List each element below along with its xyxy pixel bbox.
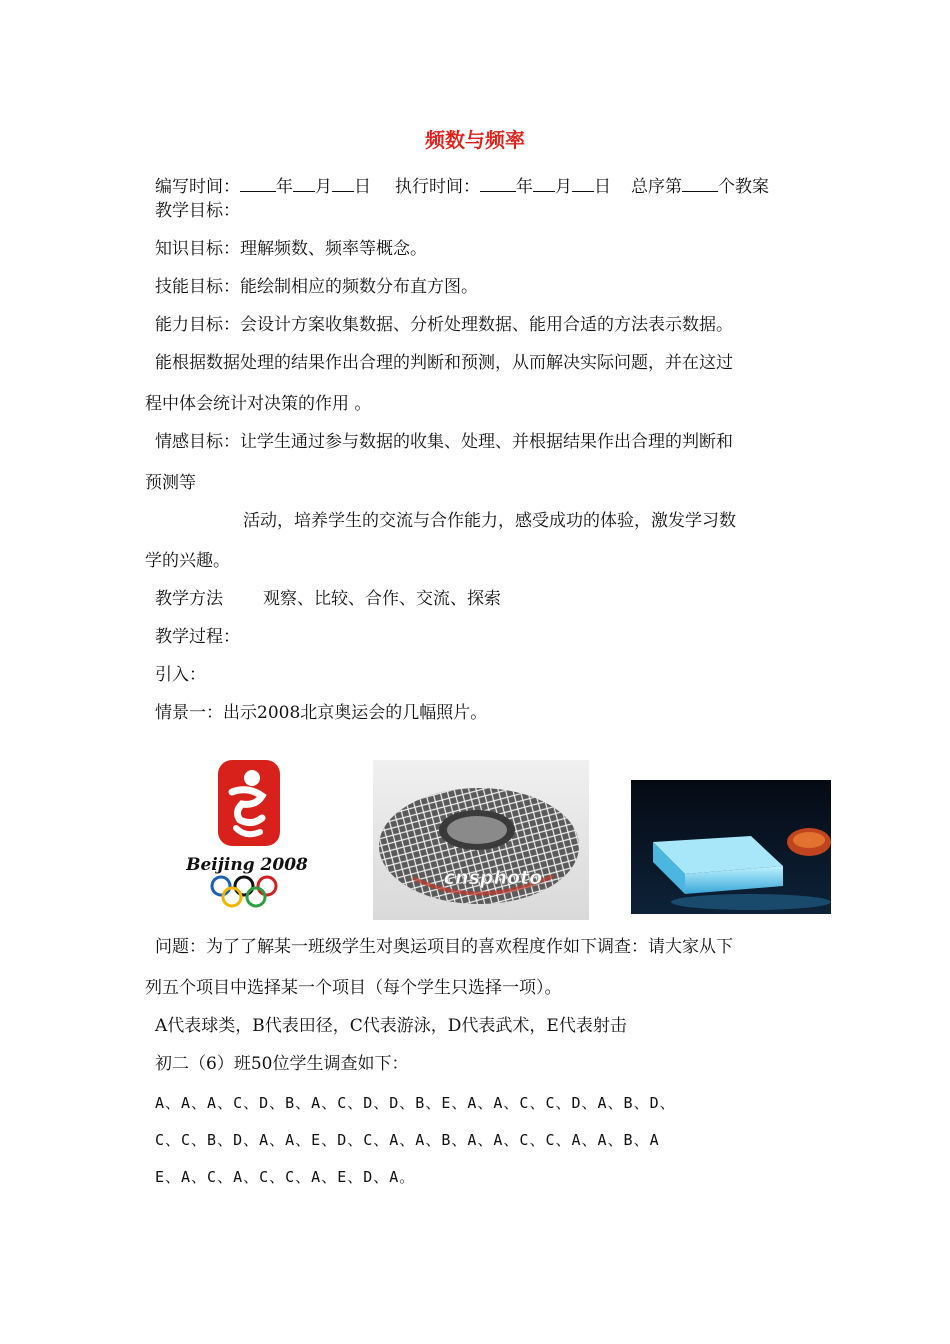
exec-month-label: 月: [555, 177, 572, 197]
watermark-text: cnsphoto: [443, 867, 543, 889]
knowledge-goal: 知识目标：理解频数、频率等概念。: [155, 239, 427, 259]
question-line2: 列五个项目中选择某一个项目（每个学生只选择一项）。: [145, 978, 562, 998]
header-line: [155, 176, 769, 198]
method-line: [155, 588, 501, 610]
order-prefix: 总序第: [631, 177, 682, 197]
goals-heading: 教学目标：: [155, 201, 240, 221]
blank-exec-day: [572, 177, 594, 192]
skill-goal: 技能目标：能绘制相应的频数分布直方图。: [155, 277, 478, 297]
page-title: 频数与频率: [425, 128, 525, 152]
olympic-emblem-icon: [186, 756, 308, 916]
ability-goal-cont-b: 程中体会统计对决策的作用 。: [145, 394, 372, 414]
method-value: 观察、比较、合作、交流、探索: [263, 589, 501, 609]
blank-order: [682, 177, 718, 192]
exec-day-label: 日: [594, 177, 611, 197]
water-cube-photo: [631, 780, 831, 914]
logo-text: Beijing 2008: [186, 855, 308, 875]
survey-data-row2: C、C、B、D、A、A、E、D、C、A、A、B、A、A、C、C、A、A、B、A: [155, 1131, 660, 1149]
emotion-goal-b: 预测等: [145, 473, 196, 493]
water-cube-icon: [631, 780, 831, 914]
emotion-goal-c: 活动，培养学生的交流与合作能力，感受成功的体验，激发学习数: [243, 511, 736, 531]
question-line4: 初二（6）班50位学生调查如下：: [155, 1054, 409, 1074]
month-label: 月: [315, 177, 332, 197]
write-time-label: 编写时间：: [155, 177, 240, 197]
question-line3: A代表球类，B代表田径，C代表游泳，D代表武术，E代表射击: [155, 1016, 627, 1036]
emotion-goal-a: 情感目标：让学生通过参与数据的收集、处理、并根据结果作出合理的判断和: [155, 432, 733, 452]
blank-exec-month: [533, 177, 555, 192]
stadium-icon: [373, 760, 589, 920]
intro-label: 引入：: [155, 665, 206, 685]
scene1: 情景一：出示2008北京奥运会的几幅照片。: [155, 703, 488, 723]
year-label: 年: [276, 177, 293, 197]
blank-month: [293, 177, 315, 192]
ability-goal: 能力目标：会设计方案收集数据、分析处理数据、能用合适的方法表示数据。: [155, 315, 733, 335]
beijing-2008-logo-image: [186, 756, 308, 916]
method-label: 教学方法: [155, 589, 223, 609]
emotion-goal-d: 学的兴趣。: [145, 551, 230, 571]
survey-data-row3: E、A、C、A、C、C、A、E、D、A。: [155, 1168, 416, 1186]
question-line1: 问题：为了了解某一班级学生对奥运项目的喜欢程度作如下调查：请大家从下: [155, 937, 733, 957]
blank-exec-year: [480, 177, 516, 192]
process-heading: 教学过程：: [155, 627, 240, 647]
birds-nest-stadium-photo: [373, 760, 589, 920]
exec-year-label: 年: [516, 177, 533, 197]
blank-year: [240, 177, 276, 192]
survey-data-row1: A、A、A、C、D、B、A、C、D、D、B、E、A、A、C、C、D、A、B、D、: [155, 1094, 676, 1112]
ability-goal-cont-a: 能根据数据处理的结果作出合理的判断和预测，从而解决实际问题，并在这过: [155, 353, 733, 373]
day-label: 日: [354, 177, 371, 197]
order-suffix: 个教案: [718, 177, 769, 197]
exec-time-label: 执行时间：: [395, 177, 480, 197]
blank-day: [332, 177, 354, 192]
